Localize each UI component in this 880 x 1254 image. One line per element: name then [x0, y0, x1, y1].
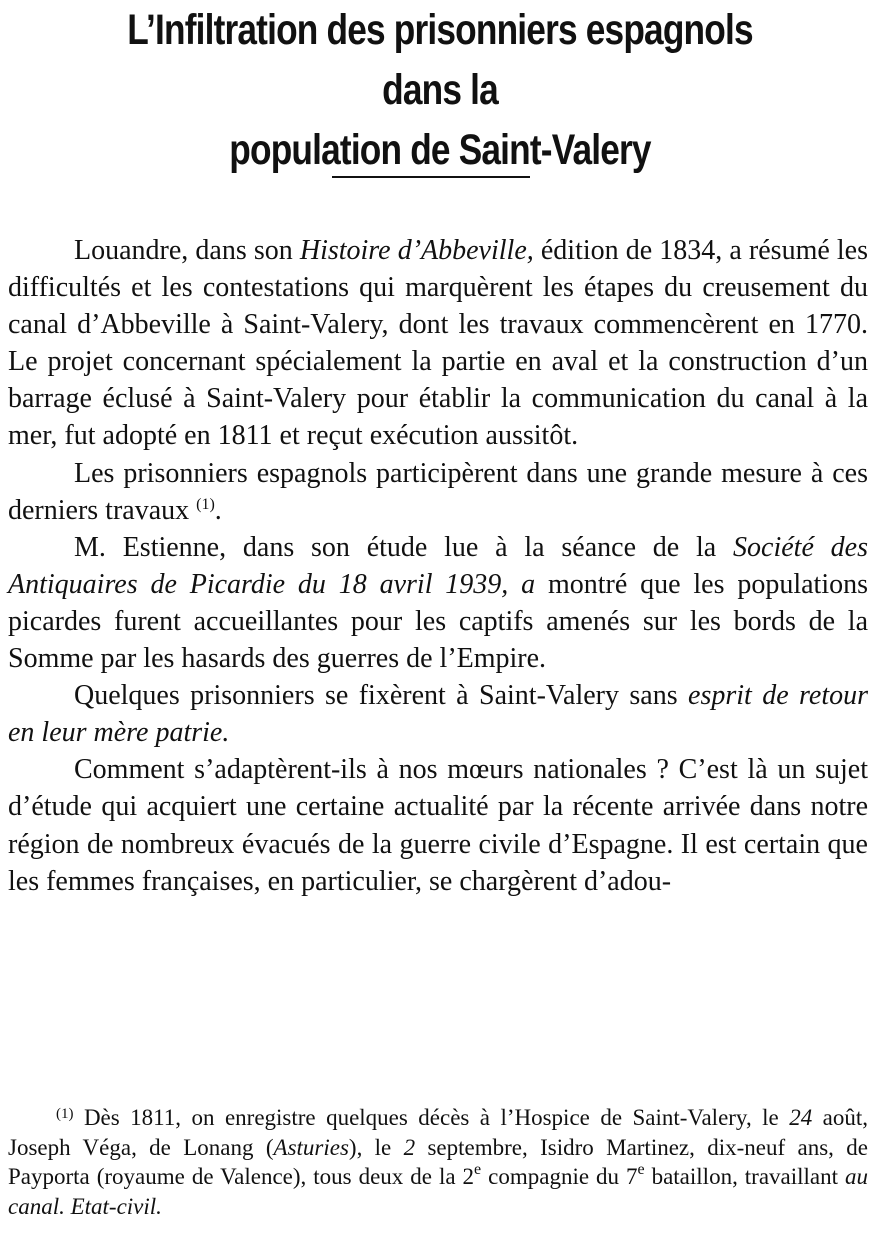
title-line-2: population de Saint-Valery: [229, 126, 651, 174]
fn-text-a: Dès 1811, on enregistre quelques décès à l’Hospice de Saint-Valery, le: [73, 1105, 790, 1130]
paragraph-2: [8, 455, 868, 529]
p3-text-c: montré que les populations picardes furent accueillantes pour les captifs amenés sur les bords de la Somme par les hasards des guerres de l’Empire.: [8, 568, 868, 675]
p1-text-a: Louandre, dans son: [74, 235, 300, 266]
footnote-text: [8, 1103, 868, 1221]
p1-text-c: édition de 1834, a résumé les difficultés et les contestations qui marquèrent les étapes du creusement du canal d’Abbeville à Saint-Valery, dont les travaux commencèrent en 1770. Le projet concernant spécialement la partie en aval et la construction d’un barrage éclusé à Saint-Valery pour établir la communication du canal à la mer, fut adopté en 1811 et reçut exécution aussitôt.: [8, 235, 868, 452]
title-line-1: L’Infiltration des prisonniers espagnols dans la: [127, 6, 753, 114]
article-title: [87, 0, 792, 180]
footnote-reference: (1): [196, 495, 215, 513]
p3-society-name: Société des Antiquaires de Picardie du 18 avril 1939, a: [8, 531, 868, 600]
fn-date-day-1: 24: [789, 1105, 813, 1130]
article-body: [8, 232, 868, 900]
fn-text-e: ), le: [348, 1134, 404, 1160]
p2-text-a: Les prisonniers espagnols participèrent dans une grande mesure à ces derniers travaux: [8, 457, 868, 526]
footnote: [8, 1103, 868, 1221]
p5-text: Comment s’adaptèrent-ils à nos mœurs nationales ? C’est là un sujet d’étude qui acquiert une certaine actualité par la récente arrivée dans notre région de nombreux évacués de la guerre civile d’Espagne. Il est certain que les femmes françaises, en particulier, se chargèrent d’adou-: [8, 754, 868, 897]
p4-italic-phrase: esprit de retour en leur mère patrie.: [8, 680, 868, 749]
paragraph-5: [8, 751, 868, 899]
title-divider: [332, 176, 530, 178]
p3-text-a: M. Estienne, dans son étude lue à la séance de la: [74, 531, 734, 563]
fn-ordinal-2: e: [637, 1161, 645, 1178]
paragraph-1: [8, 232, 868, 455]
fn-source: au canal. Etat-civil.: [8, 1164, 869, 1219]
paragraph-4: [8, 677, 868, 751]
paragraph-3: [8, 529, 868, 677]
p2-text-b: .: [214, 494, 222, 526]
fn-text-g: septembre, Isidro Martinez, dix-neuf ans, de Payporta (royaume de Valence), tous deux de la 2: [8, 1134, 868, 1189]
fn-region: Asturies: [273, 1134, 349, 1160]
fn-text-h: compagnie du 7: [481, 1164, 638, 1189]
fn-text-c: août, Joseph Véga, de Lonang (: [8, 1105, 868, 1160]
fn-ordinal-1: e: [474, 1161, 482, 1178]
fn-date-day-2: 2: [403, 1134, 416, 1160]
fn-text-i: bataillon, travaillant: [644, 1164, 846, 1189]
p1-book-title: Histoire d’Abbeville,: [299, 235, 534, 266]
footnote-mark: (1): [56, 1106, 74, 1122]
p4-text-a: Quelques prisonniers se fixèrent à Saint-Valery sans: [74, 680, 689, 712]
